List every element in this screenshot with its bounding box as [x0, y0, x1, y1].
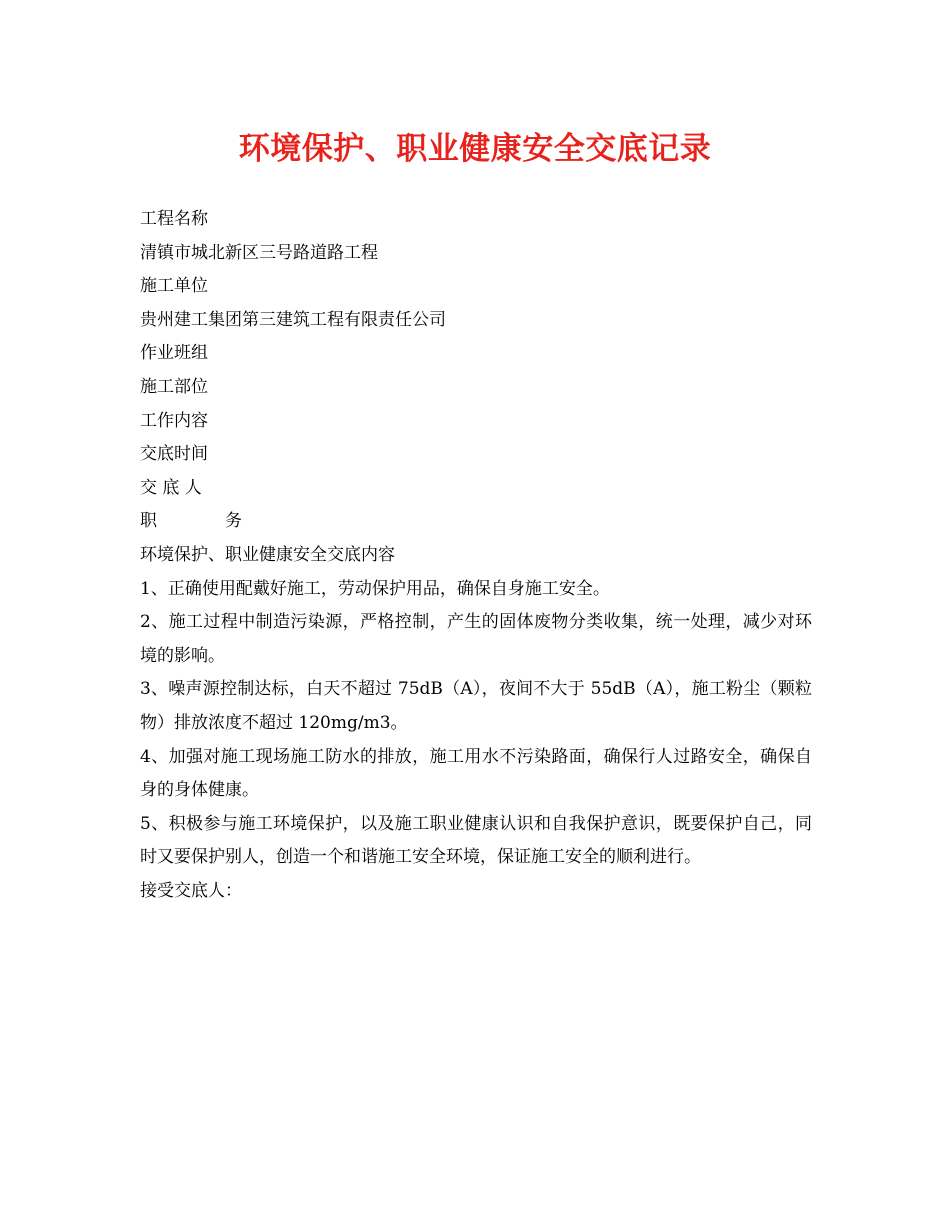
document-body — [140, 203, 812, 908]
list-item-3: 3、噪声源控制达标，白天不超过 75dB（A），夜间不大于 55dB（A），施工粉尘（颗粒物）排放浓度不超过 120mg/m3。 — [140, 679, 812, 733]
list-item-4: 4、加强对施工现场施工防水的排放，施工用水不污染路面，确保行人过路安全，确保自身的身体健康。 — [140, 746, 812, 801]
contractor-value: 贵州建工集团第三建筑工程有限责任公司 — [140, 309, 446, 330]
project-name-label: 工程名称 — [140, 209, 208, 229]
receiver-label: 接受交底人： — [140, 880, 242, 901]
briefing-time-label: 交底时间 — [140, 444, 208, 465]
position-label: 职 务 — [140, 511, 242, 532]
team-label: 作业班组 — [140, 343, 208, 364]
list-item-1: 1、正确使用配戴好施工，劳动保护用品，确保自身施工安全。 — [140, 578, 610, 599]
list-item-5: 5、积极参与施工环境保护，以及施工职业健康认识和自我保护意识，既要保护自己，同时又要保护别人，创造一个和谐施工安全环境，保证施工安全的顺利进行。 — [140, 813, 812, 868]
briefer-label: 交 底 人 — [140, 477, 202, 498]
document-title: 环境保护、职业健康安全交底记录 — [238, 131, 712, 167]
list-item-2: 2、施工过程中制造污染源，严格控制，产生的固体废物分类收集，统一处理，减少对环境的影响。 — [140, 612, 812, 666]
location-label: 施工部位 — [140, 376, 208, 397]
section-heading: 环境保护、职业健康安全交底内容 — [140, 544, 395, 565]
work-content-label: 工作内容 — [140, 410, 208, 431]
contractor-label: 施工单位 — [140, 276, 208, 297]
project-name-value: 清镇市城北新区三号路道路工程 — [140, 242, 378, 263]
